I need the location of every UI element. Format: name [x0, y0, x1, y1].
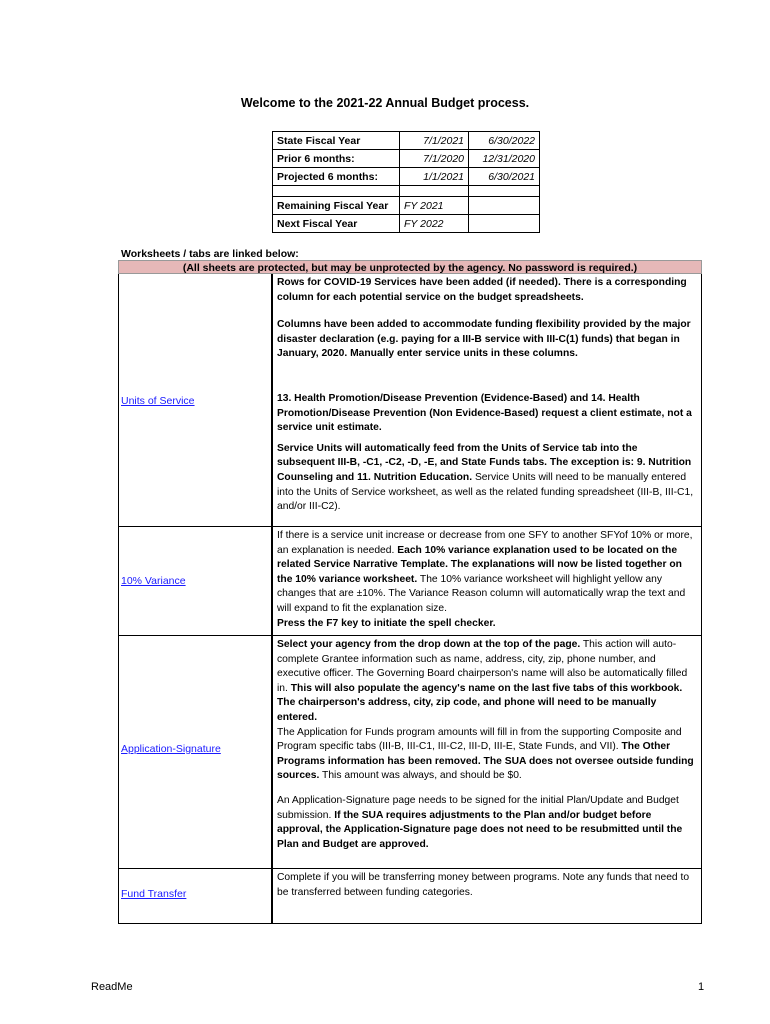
row-label: State Fiscal Year — [273, 132, 400, 150]
page-title: Welcome to the 2021-22 Annual Budget process. — [240, 96, 530, 110]
fund-transfer-link[interactable]: Fund Transfer — [121, 888, 187, 900]
application-a2: This action will auto-complete Grantee information such as name, address, city, zip, phone number, and executive officer. The Governing Board chairperson's name will also be automatically filled in. — [277, 639, 688, 694]
start-date: 7/1/2020 — [400, 150, 469, 168]
application-a6: This amount was always, and should be $0. — [319, 770, 522, 782]
variance-t2: Each 10% variance explanation used to be located on the related Service Narrative Template. The explanations will now be listed together on the 10% variance worksheet. — [277, 544, 682, 585]
units-p3: 13. Health Promotion/Disease Prevention (Evidence-Based) and 14. Health Promotion/Disease Prevention (Non Evidence-Based) request a client estimate, not a service unit estimate. — [277, 392, 692, 434]
application-b2: If the SUA requires adjustments to the Plan and/or budget before approval, the Application-Signature page does not need to be resubmitted until the Plan and Budget are approved. — [277, 809, 683, 850]
worksheets-table — [118, 274, 702, 924]
table-row — [273, 132, 540, 150]
empty-cell — [469, 197, 540, 215]
start-date: 7/1/2021 — [400, 132, 469, 150]
next-label: Next Fiscal Year — [273, 215, 400, 233]
spacer-row — [273, 186, 540, 197]
application-a5: The Other Programs information has been removed. The SUA does not oversee outside funding sources. — [277, 741, 694, 782]
page-number: 1 — [698, 981, 705, 993]
application-b1: An Application-Signature page needs to be signed for the initial Plan/Update and Budget submission. — [277, 794, 679, 821]
variance-t3: The 10% variance worksheet will highlight yellow any changes that are ±10%. The Variance Reason column will automatically wrap the text and will expand to fit the explanation size. — [277, 573, 686, 614]
units-p4-bold: Service Units will automatically feed from the Units of Service tab into the subsequent III-B, -C1, -C2, -D, -E, and State Funds tabs. The exception is: 9. Nutrition Counseling and 11. Nutrition Education. — [277, 442, 692, 483]
variance-t4: Press the F7 key to initiate the spell checker. — [277, 617, 496, 629]
application-a1: Select your agency from the drop down at the top of the page. — [277, 639, 581, 650]
units-description — [273, 274, 701, 526]
table-row — [273, 215, 540, 233]
table-row — [273, 197, 540, 215]
remaining-value: FY 2021 — [400, 197, 469, 215]
end-date: 12/31/2020 — [469, 150, 540, 168]
variance-link-cell — [119, 527, 273, 635]
units-p1: Rows for COVID-19 Services have been added (if needed). There is a corresponding column for each potential service on the budget spreadsheets. — [277, 277, 687, 303]
variance-t1: If there is a service unit increase or decrease from one SFY to another SFYof 10% or more, an explanation is needed. — [277, 530, 693, 556]
units-of-service-link[interactable]: Units of Service — [121, 395, 195, 407]
sheet-name: ReadMe — [91, 981, 133, 993]
application-description — [273, 636, 701, 868]
protected-note: (All sheets are protected, but may be unprotected by the agency. No password is required.) — [118, 260, 702, 274]
fund-description — [273, 869, 701, 923]
end-date: 6/30/2021 — [469, 168, 540, 186]
units-row — [119, 274, 701, 527]
fund-text: Complete if you will be transferring money between programs. Note any funds that need to be transferred between funding categories. — [277, 872, 690, 898]
application-row — [119, 636, 701, 869]
units-p4-rest: Service Units will need to be manually entered into the Units of Service worksheet, as well as the related funding spreadsheet (III-B, III-C1, and/or III-C2). — [277, 471, 694, 513]
row-label: Projected 6 months: — [273, 168, 400, 186]
application-link-cell — [119, 636, 273, 868]
fiscal-year-table — [272, 131, 540, 233]
empty-cell — [469, 215, 540, 233]
table-row — [273, 168, 540, 186]
next-value: FY 2022 — [400, 215, 469, 233]
application-a3: This will also populate the agency's name on the last five tabs of this workbook. The chairperson's address, city, zip code, and phone will need to be manually entered. — [277, 682, 683, 723]
remaining-label: Remaining Fiscal Year — [273, 197, 400, 215]
variance-link[interactable]: 10% Variance — [121, 575, 186, 587]
fund-link-cell — [119, 869, 273, 923]
fund-row — [119, 869, 701, 923]
end-date: 6/30/2022 — [469, 132, 540, 150]
units-link-cell — [119, 274, 273, 526]
table-row — [273, 150, 540, 168]
worksheets-heading: Worksheets / tabs are linked below: — [121, 248, 299, 260]
row-label: Prior 6 months: — [273, 150, 400, 168]
units-p2: Columns have been added to accommodate funding flexibility provided by the major disaster declaration (e.g. paying for a III-B service with III-C(1) funds) that began in January, 2020. Manually enter service units in these columns. — [277, 319, 691, 360]
start-date: 1/1/2021 — [400, 168, 469, 186]
variance-row — [119, 527, 701, 636]
application-signature-link[interactable]: Application-Signature — [121, 743, 221, 755]
application-a4: The Application for Funds program amounts will fill in from the supporting Composite and Program specific tabs (III-B, III-C1, III-C2, III-D, III-E, State Funds, and VII). — [277, 726, 682, 753]
variance-description — [273, 527, 701, 635]
